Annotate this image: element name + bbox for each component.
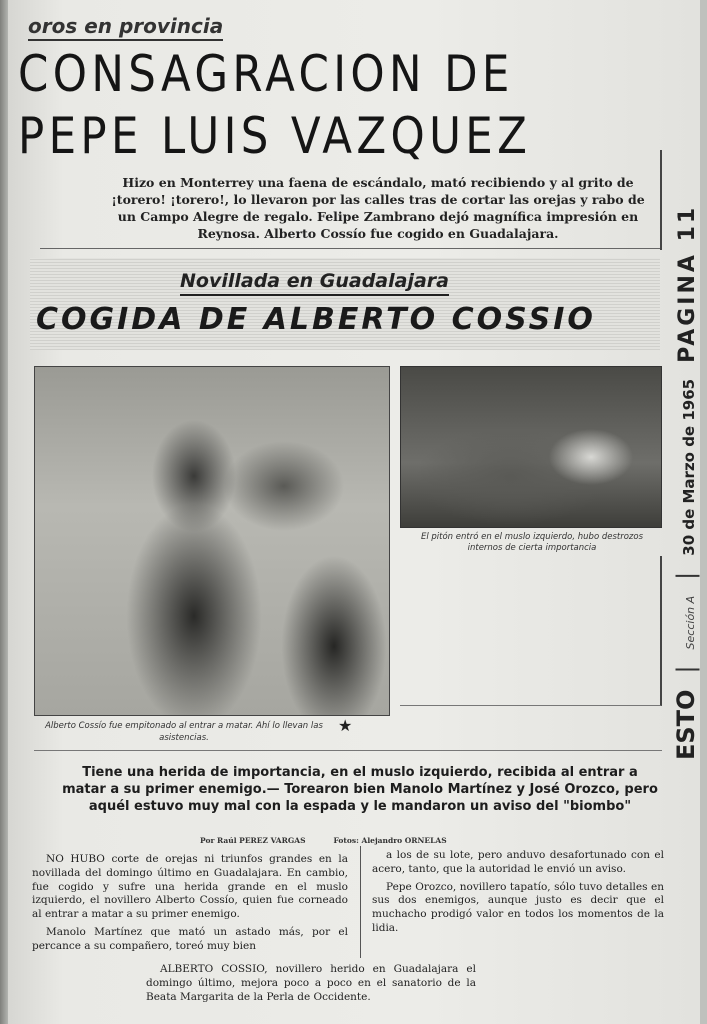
photo-bottom-rule xyxy=(34,750,662,751)
article-deck: Tiene una herida de importancia, en el muslo izquierdo, recibida al entrar a matar a su primer enemigo.— Torearon bien Manolo Martínez y José Orozco, pero aquél estuvo muy mal con la espada y le mandaron un aviso del "biombo" xyxy=(62,765,658,814)
article-column-left xyxy=(32,853,348,958)
side-photo-caption: El pitón entró en el muslo izquierdo, hubo destrozos internos de cierta importancia xyxy=(420,532,644,553)
column-divider xyxy=(360,846,361,958)
article-paragraph: Manolo Martínez que mató un astado más, por el percance a su compañero, toreó muy bien xyxy=(32,925,348,952)
masthead-vertical xyxy=(672,150,700,760)
star-icon: ★ xyxy=(338,716,353,735)
article-paragraph: NO HUBO corte de orejas ni triunfos grandes en la novillada del domingo último en Guadalajara. En cambio, fue cogido y sufre una herida grande en el muslo izquierdo, el novillero Alberto Cossío, quien fue corneado al entrar a matar a su primer enemigo. xyxy=(32,853,348,921)
subheadline-kicker: Novillada en Guadalajara xyxy=(180,270,449,296)
masthead-page-number: PAGINA 11 xyxy=(675,204,700,363)
headline-line-1: CONSAGRACION DE xyxy=(18,45,514,103)
masthead-date: 30 de Marzo de 1965 xyxy=(680,378,698,556)
subheadline-title: COGIDA DE ALBERTO COSSIO xyxy=(36,302,596,337)
article-paragraph: a los de su lote, pero anduvo desafortunado con el acero, tanto, que la autoridad le envió un aviso. xyxy=(372,849,664,875)
article-footnote: ALBERTO COSSIO, novillero herido en Guadalajara el domingo último, mejora poco a poco en el sanatorio de la Beata Margarita de la Perla de Occidente. xyxy=(146,963,476,1003)
side-photo xyxy=(400,366,662,528)
byline: Por Raúl PEREZ VARGAS xyxy=(200,836,306,845)
masthead-separator-2: | xyxy=(672,571,700,580)
main-photo-caption: Alberto Cossío fue empitonado al entrar a matar. Ahí lo llevan las asistencias. xyxy=(45,721,323,743)
article-column-right xyxy=(372,849,664,940)
masthead-paper-name: ESTO xyxy=(672,689,700,760)
blank-panel xyxy=(400,556,662,706)
section-label: oros en provincia xyxy=(28,14,223,41)
headline-line-2: PEPE LUIS VAZQUEZ xyxy=(18,107,532,165)
photo-credit: Fotos: Alejandro ORNELAS xyxy=(333,836,447,845)
headline-deck: Hizo en Monterrey una faena de escándalo, mató recibiendo y al grito de ¡torero! ¡torero!, lo llevaron por las calles tras de cortar las orejas y rabo de un Campo Alegre de regalo. Felipe Zambrano dejó magnífica impresión en Reynosa. Alberto Cossío fue cogido en Guadalajara. xyxy=(111,175,645,241)
masthead-separator: | xyxy=(672,665,700,674)
deck-side-rule xyxy=(660,150,662,250)
main-photo-frame xyxy=(34,366,390,716)
deck-bottom-rule xyxy=(40,248,660,249)
article-paragraph: Pepe Orozco, novillero tapatío, sólo tuvo detalles en sus dos enemigos, aunque justo es decir que el muchacho prodigó valor en todos los momentos de la lidia. xyxy=(372,880,664,934)
masthead-section: Sección A xyxy=(684,595,697,650)
credits-row xyxy=(200,836,500,845)
